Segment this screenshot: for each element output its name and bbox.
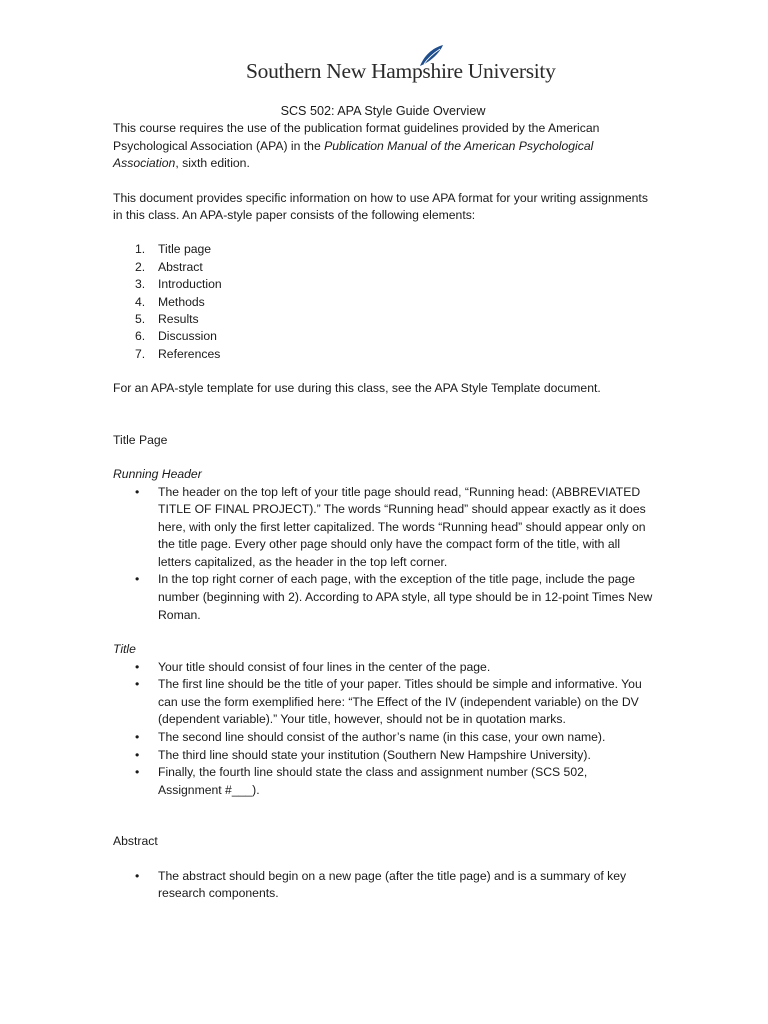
list-item-text: The abstract should begin on a new page (after the title page) and is a summary of key research components. bbox=[158, 868, 627, 901]
title-subheading: Title bbox=[113, 642, 136, 657]
list-item bbox=[113, 276, 653, 293]
running-header-bullets bbox=[113, 484, 653, 625]
list-item bbox=[113, 259, 653, 276]
list-item bbox=[113, 729, 653, 747]
abstract-heading: Abstract bbox=[113, 834, 158, 849]
list-item-text: Your title should consist of four lines in the center of the page. bbox=[158, 659, 491, 674]
list-item-label: Results bbox=[158, 312, 199, 327]
list-item bbox=[113, 659, 653, 677]
intro-text-end: , sixth edition. bbox=[175, 156, 250, 171]
document-info-paragraph: This document provides specific information on how to use APA format for your writing assignments in this class. An APA-style paper consists of the following elements: bbox=[113, 190, 648, 223]
list-item bbox=[113, 346, 653, 363]
list-item-text: The header on the top left of your title page should read, “Running head: (ABBREVIATED TITLE OF FINAL PROJECT).” The words “Running head” should appear exactly as it does here, with only the first letter capitalized. The words “Running head” should appear only on the title page. Every other page should only have the compact form of the title, with all letters capitalized, as the header in the top left corner. bbox=[158, 484, 646, 569]
bullet-glyph: • bbox=[135, 677, 140, 692]
list-item bbox=[113, 484, 653, 572]
abstract-bullets bbox=[113, 868, 653, 903]
bullet-glyph: • bbox=[135, 484, 140, 499]
list-number: 2. bbox=[135, 259, 146, 274]
list-item bbox=[113, 328, 653, 345]
list-item-label: Methods bbox=[158, 294, 205, 309]
list-item bbox=[113, 868, 653, 903]
bullet-glyph: • bbox=[135, 730, 140, 745]
list-item bbox=[113, 294, 653, 311]
intro-paragraph bbox=[113, 120, 653, 172]
list-number: 5. bbox=[135, 312, 146, 327]
list-item-text: The second line should consist of the author’s name (in this case, your own name). bbox=[158, 730, 606, 745]
bullet-glyph: • bbox=[135, 747, 140, 762]
title-bullets bbox=[113, 659, 653, 800]
list-item-text: The first line should be the title of your paper. Titles should be simple and informative. You can use the form exemplified here: “The Effect of the IV (independent variable) on the DV (dependent variable).” Your title, however, should not be in quotation marks. bbox=[158, 677, 642, 727]
intro-text-start: This course requires the use of the publication format guidelines provided by the American Psychological Association (APA) in the bbox=[113, 121, 600, 153]
list-number: 6. bbox=[135, 329, 146, 344]
list-number: 3. bbox=[135, 277, 146, 292]
list-item bbox=[113, 311, 653, 328]
list-item-label: Abstract bbox=[158, 259, 203, 274]
document-body bbox=[113, 103, 653, 903]
university-logo bbox=[246, 44, 556, 90]
bullet-glyph: • bbox=[135, 572, 140, 587]
list-number: 7. bbox=[135, 346, 146, 361]
list-item bbox=[113, 241, 653, 258]
list-number: 4. bbox=[135, 294, 146, 309]
bullet-glyph: • bbox=[135, 868, 140, 883]
page-title: SCS 502: APA Style Guide Overview bbox=[280, 104, 486, 118]
bullet-glyph: • bbox=[135, 765, 140, 780]
list-item bbox=[113, 676, 653, 729]
elements-list bbox=[113, 241, 653, 363]
list-item-label: Introduction bbox=[158, 277, 222, 292]
list-item-label: Discussion bbox=[158, 329, 217, 344]
logo-wordmark: Southern New Hampshire University bbox=[246, 59, 556, 83]
list-item-label: Title page bbox=[158, 242, 212, 257]
template-note: For an APA-style template for use during this class, see the APA Style Template document. bbox=[113, 381, 601, 396]
bullet-glyph: • bbox=[135, 659, 140, 674]
list-item-text: The third line should state your institution (Southern New Hampshire University). bbox=[158, 747, 591, 762]
list-item bbox=[113, 764, 653, 799]
running-header-subheading: Running Header bbox=[113, 467, 202, 482]
list-item bbox=[113, 571, 653, 624]
list-item-label: References bbox=[158, 346, 221, 361]
manual-title: Publication Manual of the American Psychological Association bbox=[113, 138, 594, 171]
list-number: 1. bbox=[135, 242, 146, 257]
list-item-text: In the top right corner of each page, with the exception of the title page, include the page number (beginning with 2). According to APA style, all type should be in 12-point Times New Roman. bbox=[158, 572, 653, 622]
list-item-text: Finally, the fourth line should state the class and assignment number (SCS 502, Assignment #___). bbox=[158, 765, 588, 797]
list-item bbox=[113, 747, 653, 765]
title-page-heading: Title Page bbox=[113, 432, 168, 447]
